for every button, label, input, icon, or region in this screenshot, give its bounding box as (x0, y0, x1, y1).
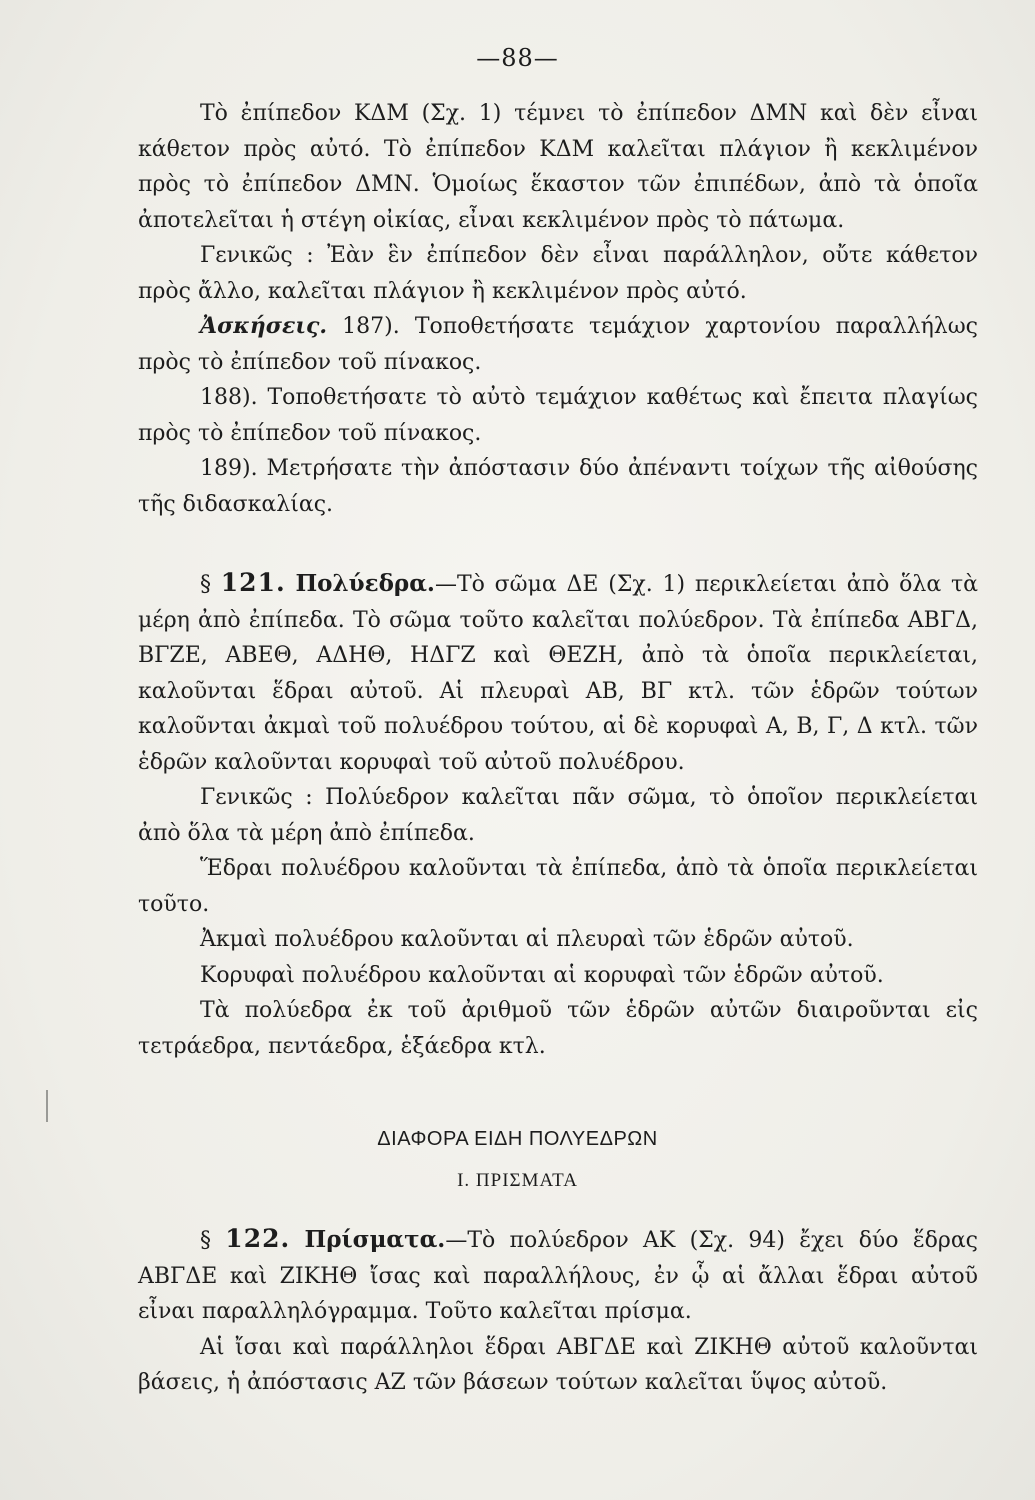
paragraph-general-definition: Γενικῶς : Ἐὰν ἓν ἐπίπεδον δὲν εἶναι παράλληλον, οὔτε κάθετον πρὸς ἄλλο, καλεῖται πλάγιον ἢ κεκλιμένον πρὸς αὐτό. (138, 243, 978, 304)
heading-prisms: Ι. ΠΡΙΣΜΑΤΑ (457, 1170, 578, 1191)
section-122-text: —Τὸ πολύεδρον ΑΚ (Σχ. 94) ἔχει δύο ἕδρας ΑΒΓΔΕ καὶ ΖΙΚΗΘ ἴσας καὶ παραλλήλους, ἐν ᾧ αἱ ἄλλαι ἕδραι αὐτοῦ εἶναι παραλληλόγραμμα. Τοῦτο καλεῖται πρίσμα. (138, 1228, 979, 1324)
section-122-intro (138, 1221, 978, 1330)
section-121-text: —Τὸ σῶμα ΔΕ (Σχ. 1) περικλείεται ἀπὸ ὅλα τὰ μέρη ἀπὸ ἐπίπεδα. Τὸ σῶμα τοῦτο καλεῖται πολύεδρον. Τὰ ἐπίπεδα ΑΒΓΔ, ΒΓΖΕ, ΑΒΕΘ, ΑΔΗΘ, ΗΔΓΖ καὶ ΘΕΖΗ, ἀπὸ τὰ ὁποῖα περικλείεται, καλοῦνται ἕδραι αὐτοῦ. Αἱ πλευραὶ ΑΒ, ΒΓ κτλ. τῶν ἑδρῶν τούτων καλοῦνται ἀκμαὶ τοῦ πολυέδρου τούτου, αἱ δὲ κορυφαὶ Α, Β, Γ, Δ κτλ. τῶν ἑδρῶν καλοῦνται κορυφαὶ τοῦ αὐτοῦ πολυέδρου. (138, 572, 978, 775)
section-121 (138, 565, 978, 1064)
section-122 (138, 1221, 978, 1401)
heading-polyhedra-types: ΔΙΑΦΟΡΑ ΕΙΔΗ ΠΟΛΥΕΔΡΩΝ (377, 1128, 658, 1150)
exercise-188: 188). Τοποθετήσατε τὸ αὐτὸ τεμάχιον καθέτως καὶ ἔπειτα πλαγίως πρὸς τὸ ἐπίπεδον τοῦ πίνακος. (138, 385, 978, 446)
exercise-187-text: 187). Τοποθετήσατε τεμάχιον χαρτονίου παραλλήλως πρὸς τὸ ἐπίπεδον τοῦ πίνακος. (138, 314, 978, 375)
exercise-189: 189). Μετρήσατε τὴν ἀπόστασιν δύο ἀπέναντι τοίχων τῆς αἰθούσης τῆς διδασκαλίας. (138, 456, 978, 517)
definition-faces: Ἕδραι πολυέδρου καλοῦνται τὰ ἐπίπεδα, ἀπὸ τὰ ὁποῖα περικλείεται τοῦτο. (138, 856, 978, 917)
margin-mark (46, 1090, 48, 1122)
definition-vertices: Κορυφαὶ πολυέδρου καλοῦνται αἱ κορυφαὶ τῶν ἑδρῶν αὐτοῦ. (200, 962, 884, 988)
classification-polyhedra: Τὰ πολύεδρα ἐκ τοῦ ἀριθμοῦ τῶν ἑδρῶν αὐτῶν διαιροῦνται εἰς τετράεδρα, πεντάεδρα, ἑξάεδρα κτλ. (138, 998, 978, 1059)
section-symbol: § (200, 572, 211, 597)
section-121-title: Πολύεδρα. (295, 570, 435, 597)
section-122-number: 122. (225, 1224, 291, 1253)
section-121-number: 121. (220, 568, 286, 597)
section-122-title: Πρίσματα. (304, 1226, 446, 1253)
page-number: —88— (476, 44, 559, 72)
definition-polyhedron: Γενικῶς : Πολύεδρον καλεῖται πᾶν σῶμα, τὸ ὁποῖον περικλείεται ἀπὸ ὅλα τὰ μέρη ἀπὸ ἐπίπεδα. (138, 785, 978, 846)
section-121-intro (138, 565, 978, 780)
definition-bases-height: Αἱ ἴσαι καὶ παράλληλοι ἕδραι ΑΒΓΔΕ καὶ ΖΙΚΗΘ αὐτοῦ καλοῦνται βάσεις, ἡ ἀπόστασις ΑΖ τῶν βάσεων τούτων καλεῖται ὕψος αὐτοῦ. (138, 1334, 978, 1395)
exercises-label: Ἀσκήσεις. (200, 313, 328, 339)
definition-edges: Ἀκμαὶ πολυέδρου καλοῦνται αἱ πλευραὶ τῶν ἑδρῶν αὐτοῦ. (200, 927, 854, 952)
section-symbol: § (200, 1228, 211, 1253)
text-block-planes (138, 96, 978, 522)
paragraph-oblique-plane: Τὸ ἐπίπεδον ΚΔΜ (Σχ. 1) τέμνει τὸ ἐπίπεδον ΔΜΝ καὶ δὲν εἶναι κάθετον πρὸς αὐτό. Τὸ ἐπίπεδον ΚΔΜ καλεῖται πλάγιον ἢ κεκλιμένον πρὸς τὸ ἐπίπεδον ΔΜΝ. Ὁμοίως ἕκαστον τῶν ἐπιπέδων, ἀπὸ τὰ ὁποῖα ἀποτελεῖται ἡ στέγη οἰκίας, εἶναι κεκλιμένον πρὸς τὸ πάτωμα. (138, 101, 978, 233)
exercise-187 (138, 309, 978, 380)
